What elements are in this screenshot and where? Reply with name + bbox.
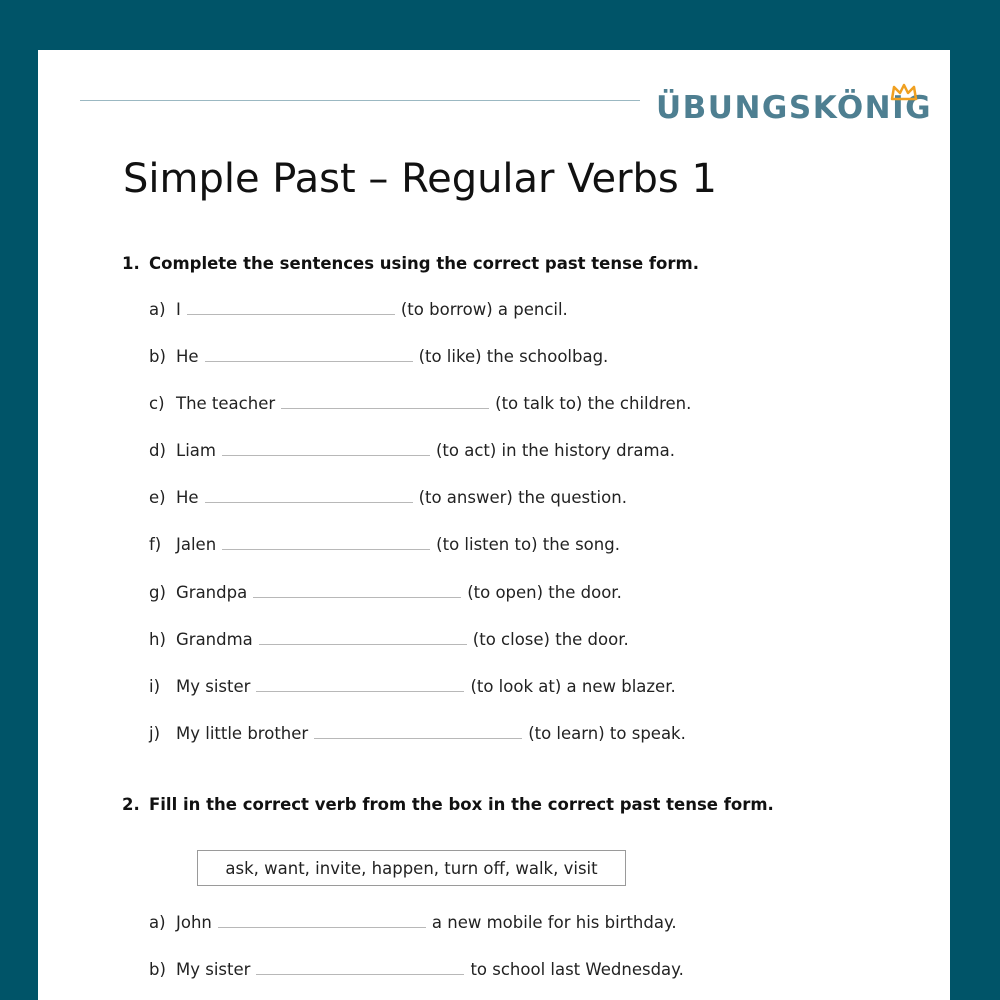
exercise-item (149, 488, 627, 507)
item-text-before: He (176, 347, 199, 366)
item-text-after: (to open) the door. (467, 583, 622, 602)
task-number: 1. (122, 254, 140, 273)
exercise-item (149, 535, 620, 554)
exercise-item (149, 677, 676, 696)
item-letter: e) (149, 488, 166, 507)
item-letter: c) (149, 394, 165, 413)
task-number: 2. (122, 795, 140, 814)
header-rule (80, 100, 640, 101)
item-text-before: Grandpa (176, 583, 248, 602)
exercise-item (149, 583, 622, 602)
exercise-item (149, 441, 675, 460)
exercise-item (149, 394, 691, 413)
item-text-before: Jalen (176, 535, 217, 554)
exercise-item (149, 347, 608, 366)
answer-blank[interactable] (253, 583, 461, 598)
item-text-before: John (176, 913, 212, 932)
item-letter: g) (149, 583, 166, 602)
worksheet-page (38, 50, 950, 1000)
task-instruction: Fill in the correct verb from the box in the correct past tense form. (149, 795, 774, 814)
item-text-after: (to talk to) the children. (495, 394, 692, 413)
item-text-before: I (176, 300, 181, 319)
answer-blank[interactable] (259, 630, 467, 645)
task-1-heading (122, 254, 699, 273)
item-text-before: My little brother (176, 724, 309, 743)
item-text-after: (to like) the schoolbag. (418, 347, 609, 366)
item-letter: a) (149, 300, 166, 319)
brand-logo: ÜBUNGSKÖNIG (656, 90, 933, 126)
exercise-item (149, 960, 684, 979)
item-text-after: (to answer) the question. (418, 488, 627, 507)
item-text-after: (to learn) to speak. (528, 724, 686, 743)
task-2-heading (122, 795, 774, 814)
item-letter: d) (149, 441, 166, 460)
answer-blank[interactable] (256, 960, 464, 975)
item-letter: b) (149, 960, 166, 979)
answer-blank[interactable] (222, 441, 430, 456)
answer-blank[interactable] (187, 300, 395, 315)
item-text-after: (to act) in the history drama. (435, 441, 675, 460)
item-text-before: Grandma (176, 630, 253, 649)
exercise-item (149, 300, 568, 319)
exercise-item (149, 913, 677, 932)
item-text-after: a new mobile for his birthday. (431, 913, 677, 932)
item-letter: b) (149, 347, 166, 366)
answer-blank[interactable] (314, 724, 522, 739)
exercise-item (149, 630, 629, 649)
answer-blank[interactable] (218, 913, 426, 928)
crown-icon (890, 83, 918, 101)
item-text-after: to school last Wednesday. (470, 960, 684, 979)
item-text-before: My sister (176, 960, 251, 979)
item-letter: h) (149, 630, 166, 649)
item-text-after: (to borrow) a pencil. (400, 300, 568, 319)
item-text-before: He (176, 488, 199, 507)
item-text-before: Liam (176, 441, 216, 460)
word-box: ask, want, invite, happen, turn off, walk, visit (197, 850, 626, 886)
answer-blank[interactable] (205, 488, 413, 503)
answer-blank[interactable] (205, 347, 413, 362)
item-text-before: The teacher (176, 394, 276, 413)
answer-blank[interactable] (222, 535, 430, 550)
item-letter: f) (149, 535, 162, 554)
item-text-after: (to look at) a new blazer. (470, 677, 676, 696)
item-letter: j) (149, 724, 161, 743)
task-instruction: Complete the sentences using the correct past tense form. (149, 254, 699, 273)
page-title: Simple Past – Regular Verbs 1 (123, 156, 717, 202)
exercise-item (149, 724, 686, 743)
answer-blank[interactable] (281, 394, 489, 409)
item-letter: i) (149, 677, 161, 696)
item-text-after: (to close) the door. (472, 630, 629, 649)
item-text-after: (to listen to) the song. (436, 535, 620, 554)
answer-blank[interactable] (256, 677, 464, 692)
item-text-before: My sister (176, 677, 251, 696)
item-letter: a) (149, 913, 166, 932)
